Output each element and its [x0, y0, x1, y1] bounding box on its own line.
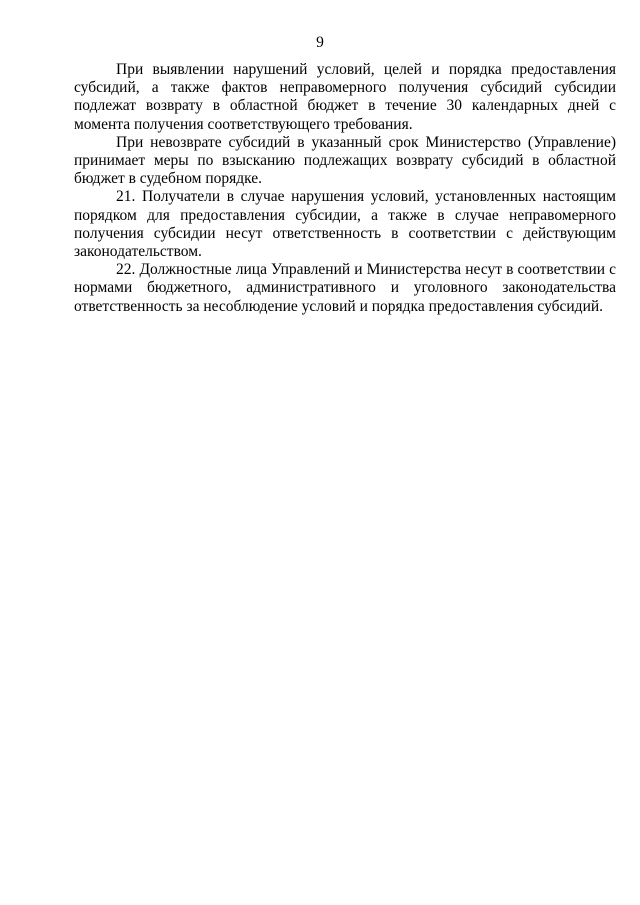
paragraph-21-recipients-liability: 21. Получатели в случае нарушения условий, установленных настоящим порядком для предоставления субсидии, а также в случае неправомерного получения субсидии несут ответственность в соответствии с действующим законодательством. — [74, 188, 616, 261]
paragraph-non-return-measures: При невозврате субсидий в указанный срок Министерство (Управление) принимает меры по взысканию подлежащих возврату субсидий в областной бюджет в судебном порядке. — [74, 133, 616, 188]
paragraph-22-officials-liability: 22. Должностные лица Управлений и Министерства несут в соответствии с нормами бюджетного, административного и уголовного законодательства ответственность за несоблюдение условий и порядка предоставления субсидий. — [74, 261, 616, 315]
page-number: 9 — [316, 34, 324, 51]
document-body — [74, 61, 616, 316]
paragraph-subsidy-return: При выявлении нарушений условий, целей и порядка предоставления субсидий, а также фактов неправомерного получения субсидий субсидии подлежат возврату в областной бюджет в течение 30 календарных дней с момента получения соответствующего требования. — [74, 61, 616, 133]
